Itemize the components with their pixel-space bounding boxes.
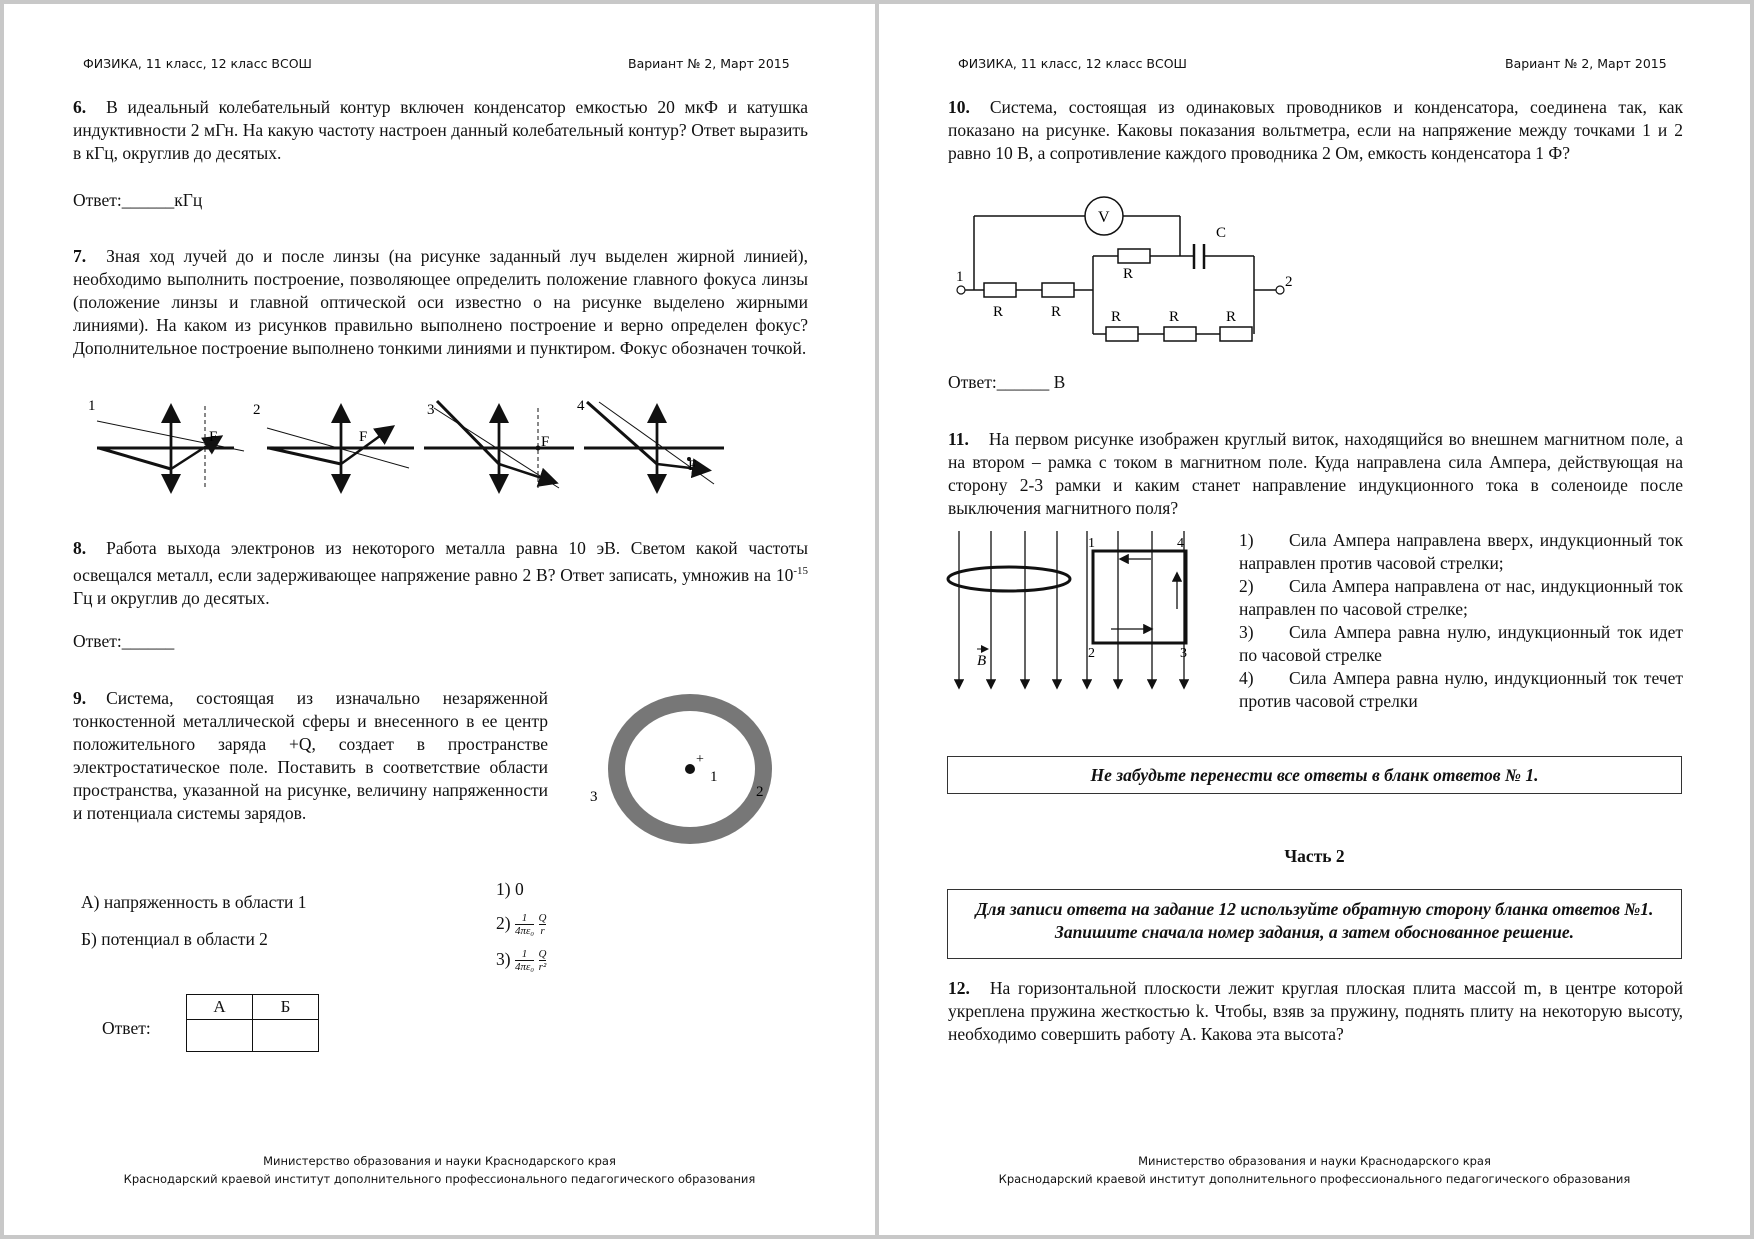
question-number: 10. [948,97,970,117]
answer-cell-b[interactable] [253,1020,319,1052]
question-text: Система, состоящая из одинаковых проводников и конденсатора, соединена так, как показано на рисунке. Каковы показания вольтметра, если на напряжение между точками 1 и 2 равно 10 В, а сопротивление каждого проводника 2 Ом, емкость конденсатора 1 Ф? [948,97,1683,163]
answer-cell-a[interactable] [187,1020,253,1052]
resistor-label: R [1123,266,1134,282]
resistor-label: R [1051,304,1062,320]
question-number: 7. [73,246,87,266]
option-1: 1) 0 [496,879,524,899]
magnetic-field-figure [951,529,1216,694]
q11-option-2 [1239,575,1683,621]
focus-label: F [209,429,218,445]
right-page [879,4,1750,1235]
corner-label: 4 [1177,536,1184,551]
resistor [984,283,1016,297]
charge-sign: + [696,752,704,767]
option-text: Сила Ампера равна нулю, индукционный ток течет против часовой стрелки [1239,668,1683,711]
corner-label: 1 [1088,536,1095,551]
answer-8: Ответ:______ [73,631,175,651]
lens-figure-4 [577,398,724,489]
answer-6: Ответ:______кГц [73,190,203,210]
reminder-box: Не забудьте перенести все ответы в бланк ответов № 1. [947,756,1682,794]
question-text: На горизонтальной плоскости лежит круглая плоская плита массой m, в центре которой укреплена пружина жесткостью k. Чтобы, взяв за пружину, поднять плиту на некоторую высоту, необходимо совершить работу A. Какова эта высота? [948,978,1683,1044]
lens-figure-3 [424,401,574,489]
option-number: 1) [1239,530,1254,550]
answer-10: Ответ:______ В [948,372,1066,392]
corner-label: 2 [1088,646,1095,661]
terminal-2-label: 2 [1285,274,1293,290]
q-over-r-squared: $\frac{Q}{\text{r²}}$ [538,948,547,974]
header-left: ФИЗИКА, 11 класс, 12 класс ВСОШ [958,56,1187,71]
answer-9-label: Ответ: [102,1018,151,1038]
resistor-label: R [1111,309,1122,325]
focus-label: F [359,429,368,445]
question-12 [948,977,1683,1046]
column-a-header: А [187,995,253,1020]
resistor [1220,327,1252,341]
question-text: В идеальный колебательный контур включен конденсатор емкостью 20 мкФ и катушка индуктивности 2 мГн. На какую частоту настроен данный колебательный контур? Ответ выразить в кГц, округлив до десятых. [73,97,808,163]
terminal-1-label: 1 [956,269,964,285]
option-text: Сила Ампера равна нулю, индукционный ток идет по часовой стрелке [1239,622,1683,665]
voltmeter-label: V [1098,209,1110,226]
option-number: 3) [1239,622,1254,642]
q11-option-3 [1239,621,1683,667]
match-item-b: Б) потенциал в области 2 [81,929,268,949]
footer-line-2: Краснодарский краевой институт дополнительного профессионального педагогического образования [998,1172,1631,1186]
option-2 [496,912,546,937]
question-text: На первом рисунке изображен круглый виток, находящийся во внешнем магнитном поле, а на втором – рамка с током в магнитном поле. Куда направлена сила Ампера, действующая на сторону 2-3 рамки и каким станет направление индукционного тока в соленоиде после выключения магнитного поля? [948,429,1683,518]
lens-figures [79,396,739,496]
left-page [4,4,875,1235]
footer [4,1152,875,1188]
question-number: 8. [73,538,87,558]
corner-label: 3 [1180,646,1187,661]
field-label: B [977,653,987,669]
q11-option-4 [1239,667,1683,713]
fig-label: 3 [427,402,435,418]
circuit-diagram [954,194,1314,344]
question-number: 11. [948,429,969,449]
resistor-label: R [1226,309,1237,325]
point-charge [685,764,695,774]
header-left: ФИЗИКА, 11 класс, 12 класс ВСОШ [83,56,312,71]
question-6 [73,96,808,165]
lens-figure-1 [88,398,244,489]
resistor-label: R [993,304,1004,320]
resistor [1042,283,1074,297]
terminal-2 [1276,286,1284,294]
sphere-figure [584,689,784,849]
footer-line-1: Министерство образования и науки Краснодарского края [263,1154,616,1168]
circular-loop [948,567,1070,591]
fig-label: 2 [253,402,261,418]
option-number: 4) [1239,668,1254,688]
terminal-1 [957,286,965,294]
lens-figure-2 [253,402,414,489]
option-2-label: 2) [496,913,511,933]
region-3-label: 3 [590,789,598,805]
question-text: Система, состоящая из изначально незаряженной тонкостенной металлической сферы и внесенного в ее центр положительного заряда +Q, создает в пространстве электростатическое поле. Поставить в соответствие области пространства, указанной на рисунке, величину напряженности и потенциала системы зарядов. [73,688,548,823]
match-item-a: А) напряженность в области 1 [81,892,307,912]
option-3-label: 3) [496,949,511,969]
question-10 [948,96,1683,165]
header-right: Вариант № 2, Март 2015 [1505,56,1667,71]
question-9 [73,687,548,825]
focus-label: F [688,458,697,474]
question-8 [73,537,808,610]
option-text: Сила Ампера направлена от нас, индукционный ток направлен по часовой стрелке; [1239,576,1683,619]
resistor-label: R [1169,309,1180,325]
part-2-title: Часть 2 [1284,846,1345,866]
resistor [1118,249,1150,263]
question-text-end: Гц и округлив до десятых. [73,587,270,608]
footer [879,1152,1750,1188]
capacitor-label: C [1216,225,1227,241]
fig-label: 1 [88,398,96,414]
region-2-label: 2 [756,784,764,800]
answer-table [186,994,319,1052]
option-3 [496,948,546,973]
footer-line-1: Министерство образования и науки Краснодарского края [1138,1154,1491,1168]
question-number: 12. [948,978,970,998]
q-over-r: $\frac{Q}{r}$ [538,912,547,938]
resistor [1164,327,1196,341]
coefficient-fraction: $\frac{1}{\text{4πε₀}}$ [514,912,535,938]
question-number: 6. [73,97,87,117]
column-b-header: Б [253,995,319,1020]
coefficient-fraction: $\frac{1}{\text{4πε₀}}$ [514,948,535,974]
question-11 [948,428,1683,520]
footer-line-2: Краснодарский краевой институт дополнительного профессионального педагогического образования [123,1172,756,1186]
option-text: Сила Ампера направлена вверх, индукционный ток направлен против часовой стрелки; [1239,530,1683,573]
part-2-note: Для записи ответа на задание 12 используйте обратную сторону бланка ответов №1. Запишите сначала номер задания, а затем обоснованное решение. [947,889,1682,959]
exponent: -15 [793,565,808,577]
question-text: Зная ход лучей до и после линзы (на рисунке заданный луч выделен жирной линией), необходимо выполнить построение, позволяющее определить положение главного фокуса линзы (положение линзы и главной оптической оси известно о на рисунке выделено жирными линиями). На каком из рисунков правильно выполнено построение и верно определен фокус? Дополнительное построение выполнено тонкими линиями и пунктиром. Фокус обозначен точкой. [73,246,808,358]
question-number: 9. [73,688,87,708]
resistor [1106,327,1138,341]
option-number: 2) [1239,576,1254,596]
fig-label: 4 [577,398,585,414]
focus-label: F [541,434,550,450]
header-right: Вариант № 2, Март 2015 [628,56,790,71]
region-1-label: 1 [710,769,718,785]
q11-option-1 [1239,529,1683,575]
question-7 [73,245,808,360]
question-text: Работа выхода электронов из некоторого металла равна 10 эВ. Светом какой частоты освещался металл, если задерживающее напряжение равно 2 В? Ответ записать, умножив на 10 [73,538,808,585]
